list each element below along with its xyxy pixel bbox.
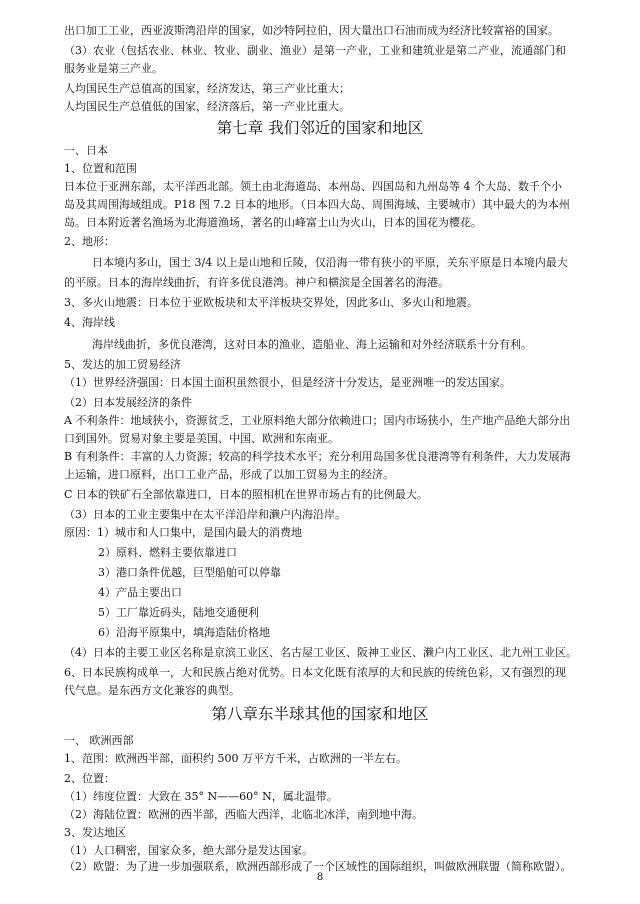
chapter-7-title: 第七章 我们邻近的国家和地区 xyxy=(216,119,424,137)
text-line: 人均国民生产总值高的国家，经济发达，第三产业比重大； xyxy=(64,82,350,95)
text-line: 岛。日本附近著名渔场为北海道渔场，著名的山峰富士山为火山，日本的国花为樱花。 xyxy=(64,216,482,229)
text-line: C 日本的铁矿石全部依靠进口，日本的照相机在世界市场占有的比例最大。 xyxy=(64,488,428,501)
text-line: 人均国民生产总值低的国家，经济落后，第一产业比重大。 xyxy=(64,100,350,113)
text-line: 1、范围：欧洲西半部，面积约 500 万平方千米，占欧洲的一半左右。 xyxy=(64,752,407,765)
text-line: （2）海陆位置：欧洲的西半部，西临大西洋，北临北冰洋，南到地中海。 xyxy=(64,808,423,821)
list-item: 2）原料、燃料主要依靠进口 xyxy=(98,546,237,559)
list-item: 5）工厂靠近码头，陆地交通便利 xyxy=(98,606,259,619)
text-line: 4、海岸线 xyxy=(64,316,115,329)
text-line: 1、位置和范围 xyxy=(64,162,137,175)
text-line: 岛及其周围海域组成。P18 图 7.2 日本的地形。（日本四大岛、周围海域、主要城市）其中最大的为本州 xyxy=(64,198,570,211)
section-heading: 一、 欧洲西部 xyxy=(64,734,134,747)
chapter-8-title: 第八章东半球其他的国家和地区 xyxy=(211,705,429,723)
text-line: （2）日本发展经济的条件 xyxy=(64,396,192,409)
text-line: （3）日本的工业主要集中在太平洋沿岸和濑户内海沿岸。 xyxy=(64,508,346,521)
text-line: 5、发达的加工贸易经济 xyxy=(64,358,181,371)
text-line: 口到国外。贸易对象主要是美国、中国、欧洲和东南亚。 xyxy=(64,432,339,445)
text-line: 2、位置： xyxy=(64,772,115,785)
text-line: 3、多火山地震：日本位于亚欧板块和太平洋板块交界处，因此多山、多火山和地震。 xyxy=(64,296,478,309)
text-line: 日本境内多山，国土 3/4 以上是山地和丘陵，仅沿海一带有狭小的平原，关东平原是日本境内最大 xyxy=(92,256,568,269)
text-line: A 不利条件：地域狭小，资源贫乏，工业原料绝大部分依赖进口；国内市场狭小，生产地产品绝大部分出 xyxy=(64,414,571,427)
list-item: 6）沿海平原集中，填海造陆价格地 xyxy=(98,626,270,639)
text-line: （1）世界经济强国：日本国土面积虽然很小，但是经济十分发达，是亚洲唯一的发达国家。 xyxy=(64,376,511,389)
text-line: （4）日本的主要工业区名称是京滨工业区、名古屋工业区、阪神工业区、濑户内工业区、北九州工业区。 xyxy=(64,646,577,659)
text-line: 原因：1）城市和人口集中，是国内最大的消费地 xyxy=(64,526,302,539)
page-number: 8 xyxy=(316,872,324,883)
section-heading: 一、日本 xyxy=(64,144,108,157)
list-item: 3）港口条件优越，巨型船舶可以停靠 xyxy=(98,566,281,579)
text-line: 的平原。日本的海岸线曲折，有许多优良港湾。神户和横滨是全国著名的海港。 xyxy=(64,276,449,289)
text-line: 代气息。是东西方文化兼容的典型。 xyxy=(64,684,240,697)
text-line: 2、地形： xyxy=(64,235,115,248)
text-line: 上运输，进口原料，出口工业产品，形成了以加工贸易为主的经济。 xyxy=(64,468,394,481)
text-line: 3、发达地区 xyxy=(64,826,126,839)
text-line: 海岸线曲折，多优良港湾，这对日本的渔业、造船业、海上运输和对外经济联系十分有利。 xyxy=(92,338,532,351)
text-line: 6、日本民族构成单一，大和民族占绝对优势。日本文化既有浓厚的大和民族的传统色彩，又有强烈的现 xyxy=(64,666,566,679)
text-line: （2）欧盟：为了进一步加强联系，欧洲西部形成了一个区域性的国际组织，叫做欧洲联盟（简称欧盟）。 xyxy=(64,860,572,873)
text-line: （1）纬度位置：大致在 35° N——60° N，属北温带。 xyxy=(64,790,338,803)
text-line: 出口加工工业，西亚波斯湾沿岸的国家，如沙特阿拉伯，因大量出口石油而成为经济比较富裕的国家。 xyxy=(64,24,559,37)
text-line: 日本位于亚洲东部，太平洋西北部。领土由北海道岛、本州岛、四国岛和九州岛等 4 个大岛、数千个小 xyxy=(64,180,562,193)
list-item: 4）产品主要出口 xyxy=(98,586,182,599)
text-line: B 有利条件：丰富的人力资源；较高的科学技术水平；充分利用岛国多优良港湾等有利条件，大力发展海 xyxy=(64,450,571,463)
text-line: （3）农业（包括农业、林业、牧业、副业、渔业）是第一产业，工业和建筑业是第二产业，流通部门和 xyxy=(64,44,566,57)
text-line: 服务业是第三产业。 xyxy=(64,62,163,75)
text-line: （1）人口稠密，国家众多，绝大部分是发达国家。 xyxy=(64,844,313,857)
